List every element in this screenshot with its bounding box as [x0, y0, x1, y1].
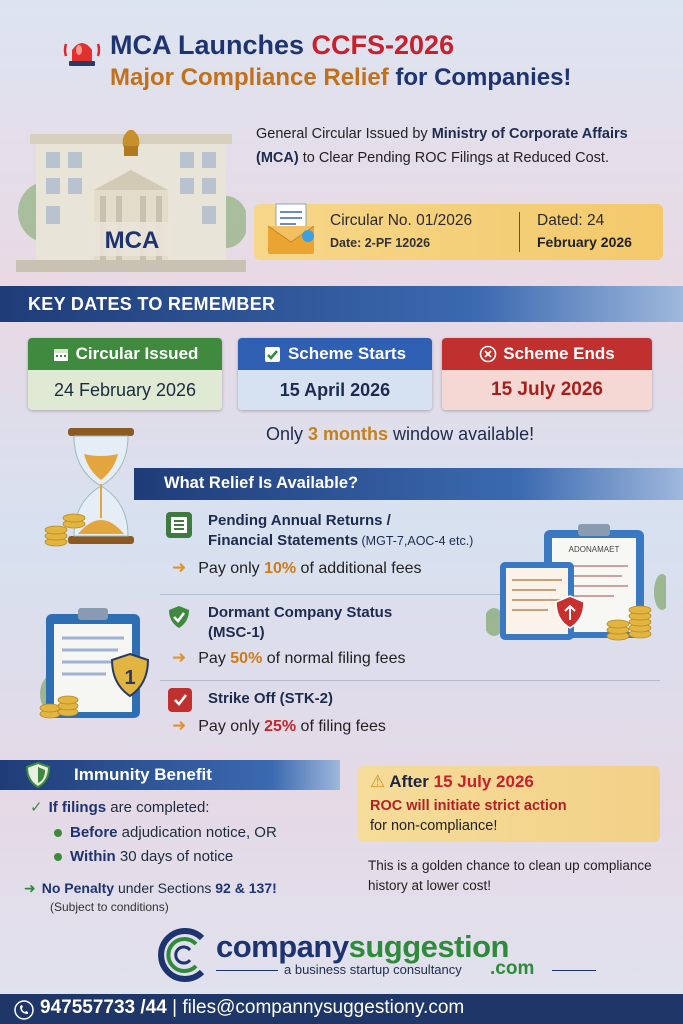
- warning-icon: ⚠: [370, 772, 386, 791]
- page-subtitle: Major Compliance Relief for Companies!: [110, 64, 572, 91]
- building-label: MCA: [104, 227, 160, 254]
- date-card-scheme-starts: [238, 338, 432, 410]
- relief-item-subtitle: (MSC-1): [208, 624, 265, 641]
- bullet-icon: [54, 829, 62, 837]
- date-card-scheme-ends: [442, 338, 652, 410]
- warning-line: ROC will initiate strict action: [370, 798, 567, 814]
- relief-item-fee: ➜ Pay only 25% of filing fees: [172, 716, 386, 735]
- calendar-icon: [52, 345, 70, 363]
- no-penalty-text: ➜ No Penalty under Sections 92 & 137!: [24, 880, 277, 896]
- relief-item-fee: ➜ Pay 50% of normal filing fees: [172, 648, 406, 667]
- clipboard-label: ADONAMAET: [568, 545, 620, 554]
- clipboard-badge: 1: [124, 667, 136, 689]
- footer-contact: 947557733 /44 | files@compannysuggestiony.com: [40, 997, 465, 1018]
- dated-value: February 2026: [537, 234, 632, 250]
- brand-logo-icon: [152, 928, 214, 982]
- immunity-bullet: Before adjudication notice, OR: [54, 824, 277, 841]
- cancel-circle-icon: [479, 345, 497, 363]
- relief-title: What Relief Is Available?: [164, 474, 359, 492]
- divider: [160, 594, 500, 595]
- date-card-value: 15 April 2026: [238, 370, 432, 410]
- circular-number: Circular No. 01/2026: [330, 212, 473, 229]
- bullet-icon: [54, 853, 62, 861]
- divider: [216, 970, 278, 971]
- warning-line: for non-compliance!: [370, 818, 498, 834]
- immunity-bullet: Within 30 days of notice: [54, 848, 233, 865]
- relief-item-title: Pending Annual Returns /: [208, 512, 391, 529]
- date-card-label: Scheme Ends: [503, 344, 615, 363]
- checkbox-icon: [264, 345, 282, 363]
- brand-tagline: a business startup consultancy: [284, 962, 462, 977]
- relief-item-subtitle: Financial Statements (MGT-7,AOC-4 etc.): [208, 532, 474, 549]
- siren-icon: [62, 34, 102, 68]
- arrow-icon: ➜: [24, 880, 36, 896]
- relief-item-title: Dormant Company Status: [208, 604, 393, 621]
- date-card-circular-issued: [28, 338, 222, 410]
- divider: [160, 680, 660, 681]
- divider: [519, 212, 520, 252]
- phone-number[interactable]: 947557733: [40, 997, 136, 1018]
- email-link[interactable]: files@compannysuggestiony.com: [182, 997, 465, 1018]
- divider: [552, 970, 596, 971]
- mca-building-illustration: [16, 112, 246, 272]
- documents-illustration: [486, 522, 666, 644]
- page-title: MCA Launches CCFS-2026: [110, 30, 455, 60]
- date-card-value: 24 February 2026: [28, 370, 222, 410]
- shield-check-icon: [166, 604, 192, 630]
- immunity-title: Immunity Benefit: [74, 765, 212, 784]
- shield-icon: [24, 761, 52, 789]
- warning-title: ⚠ After 15 July 2026: [370, 772, 534, 791]
- phone-icon: [14, 1000, 34, 1020]
- relief-item-fee: ➜ Pay only 10% of additional fees: [172, 558, 422, 577]
- subject-to-conditions: (Subject to conditions): [50, 900, 169, 914]
- envelope-document-icon: [264, 200, 320, 256]
- immunity-condition: ✓ If filings are completed:: [30, 799, 210, 816]
- brand-domain: .com: [490, 958, 535, 979]
- checkbox-red-icon: [168, 688, 192, 712]
- clipboard-illustration: [36, 604, 156, 722]
- date-card-label: Scheme Starts: [287, 344, 407, 363]
- checklist-icon: [166, 512, 192, 538]
- relief-item-title: Strike Off (STK-2): [208, 690, 334, 707]
- date-card-value: 15 July 2026: [442, 370, 652, 410]
- dated-label: Dated: 24: [537, 212, 605, 229]
- intro-text: General Circular Issued by Ministry of Corporate Affairs (MCA) to Clear Pending ROC Filings at Reduced Cost.: [256, 126, 628, 166]
- check-icon: ✓: [30, 799, 43, 816]
- window-available-text: Only 3 months window available!: [266, 424, 535, 444]
- brand-name: companysuggestion: [216, 929, 509, 964]
- golden-chance-text: This is a golden chance to clean up compliance history at lower cost!: [368, 858, 652, 893]
- key-dates-title: KEY DATES TO REMEMBER: [28, 294, 276, 314]
- circular-date: Date: 2-PF 12026: [330, 236, 431, 250]
- date-card-label: Circular Issued: [75, 344, 199, 363]
